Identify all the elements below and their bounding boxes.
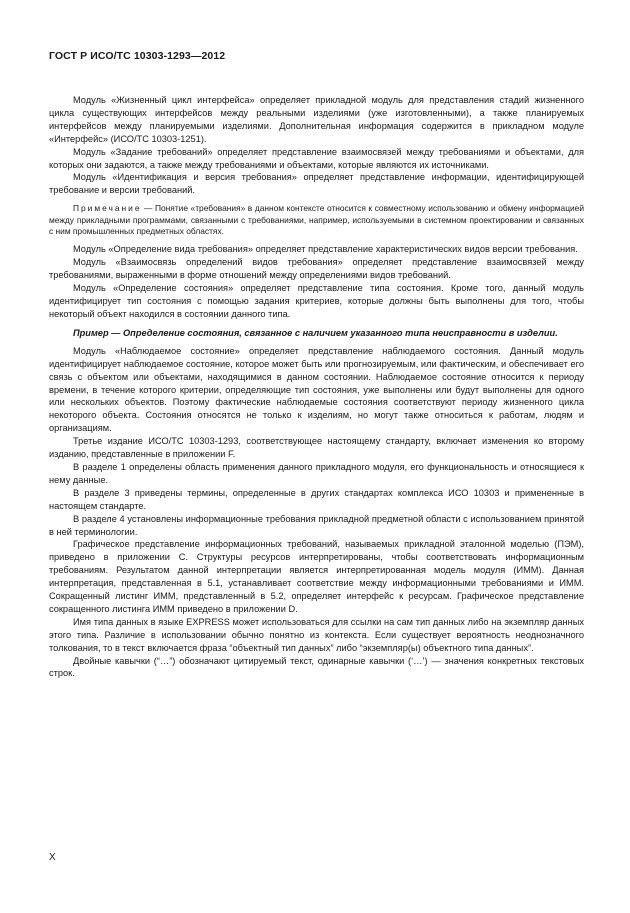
paragraph: Третье издание ИСО/ТС 10303-1293, соответствующее настоящему стандарту, включает изменения ко второму изданию, представленные в приложении F.	[49, 436, 584, 460]
document-header: ГОСТ Р ИСО/ТС 10303-1293—2012	[49, 50, 226, 62]
note-paragraph	[49, 203, 584, 237]
paragraph: В разделе 4 установлены информационные требования прикладной предметной области с использованием принятой в ней терминологии.	[49, 513, 584, 537]
paragraph: В разделе 1 определены область применения данного прикладного модуля, его функциональность и относящиеся к нему данные.	[49, 461, 584, 485]
page-number: X	[49, 852, 56, 863]
paragraph: Графическое представление информационных требований, называемых прикладной эталонной моделью (ПЭМ), приведено в приложении С. Структуры ресурсов интерпретированы, чтобы соответствовать информационным требованиям. Результатом данной интерпретации является интерпретированная модель модуля (ИММ). Данная интерпретация, представленная в 5.1, устанавливает соответствие между информационными требованиями и ИММ. Сокращенный листинг ИММ, представленный в 5.2, определяет интерфейс к ресурсам. Графическое представление сокращенного листинга ИММ приведено в приложении D.	[49, 539, 584, 614]
paragraph: Модуль «Идентификация и версия требования» определяет представление информации, идентифицирующей требование и версии требований.	[49, 172, 584, 196]
example-paragraph: Пример — Определение состояния, связанное с наличием указанного типа неисправности в изделии.	[73, 327, 558, 338]
paragraph: Модуль «Жизненный цикл интерфейса» определяет прикладной модуль для представления стадий жизненного цикла существующих интерфейсов между реальными изделиями (уже изготовленными), а также планируемых интерфейсов между планируемыми изделиями. Дополнительная информация содержится в прикладном модуле «Интерфейс» (ИСО/ТС 10303-1251).	[49, 95, 584, 144]
document-body	[49, 94, 584, 680]
note-label: Примечание	[73, 203, 142, 214]
paragraph: Модуль «Определение состояния» определяет представление типа состояния. Кроме того, данный модуль идентифицирует тип состояния с помощью задания критериев, которые должны быть выполнены для того, чтобы некоторый объект находился в состоянии данного типа.	[49, 283, 584, 319]
paragraph: Двойные кавычки (“…”) обозначают цитируемый текст, одинарные кавычки (‘…’) — значения конкретных текстовых строк.	[49, 655, 584, 679]
paragraph: Имя типа данных в языке EXPRESS может использоваться для ссылки на сам тип данных либо на экземпляр данных этого типа. Различие в использовании обычно понятно из контекста. Если существует вероятность неоднозначного толкования, то в текст включается фраза “объектный тип данных” либо “экземпляр(ы) объектного типа данных”.	[49, 616, 584, 653]
paragraph: Модуль «Взаимосвязь определений видов требования» определяет представление взаимосвязей между требованиями, выраженными в форме отношений между определениями видов требований.	[49, 257, 584, 281]
paragraph: Модуль «Наблюдаемое состояние» определяет представление наблюдаемого состояния. Данный модуль идентифицирует наблюдаемое состояние, которое может быть или прогнозируемым, или фактическим, и обеспечивает его связь с объектом или объектами, находящимися в данном состоянии. Наблюдаемое состояние относится к периоду времени, в течение которого критерии, определяющие тип состояния, уже выполнены или будут выполнены для одного или нескольких объектов. Поэтому фактические наблюдаемые состояния соответствуют периоду жизненного цикла некоторого объекта. Состояния относятся не только к изделиям, но могут также относиться к работам, людям и организациям.	[49, 345, 584, 434]
note-text: — Понятие «требования» в данном контексте относится к совместному использованию и обмену информацией между прикладными программами, связанными с требованиями, например, используемыми в системном проектировании и связанных с ним промышленных предметных областях.	[49, 203, 584, 237]
paragraph: В разделе 3 приведены термины, определенные в других стандартах комплекса ИСО 10303 и примененные в настоящем стандарте.	[49, 487, 584, 511]
paragraph: Модуль «Определение вида требования» определяет представление характеристических видов версии требования.	[73, 244, 578, 255]
paragraph: Модуль «Задание требований» определяет представление взаимосвязей между требованиями и объектами, для которых они задаются, а также между требованиями и объектами, которые являются их источниками.	[49, 146, 584, 170]
